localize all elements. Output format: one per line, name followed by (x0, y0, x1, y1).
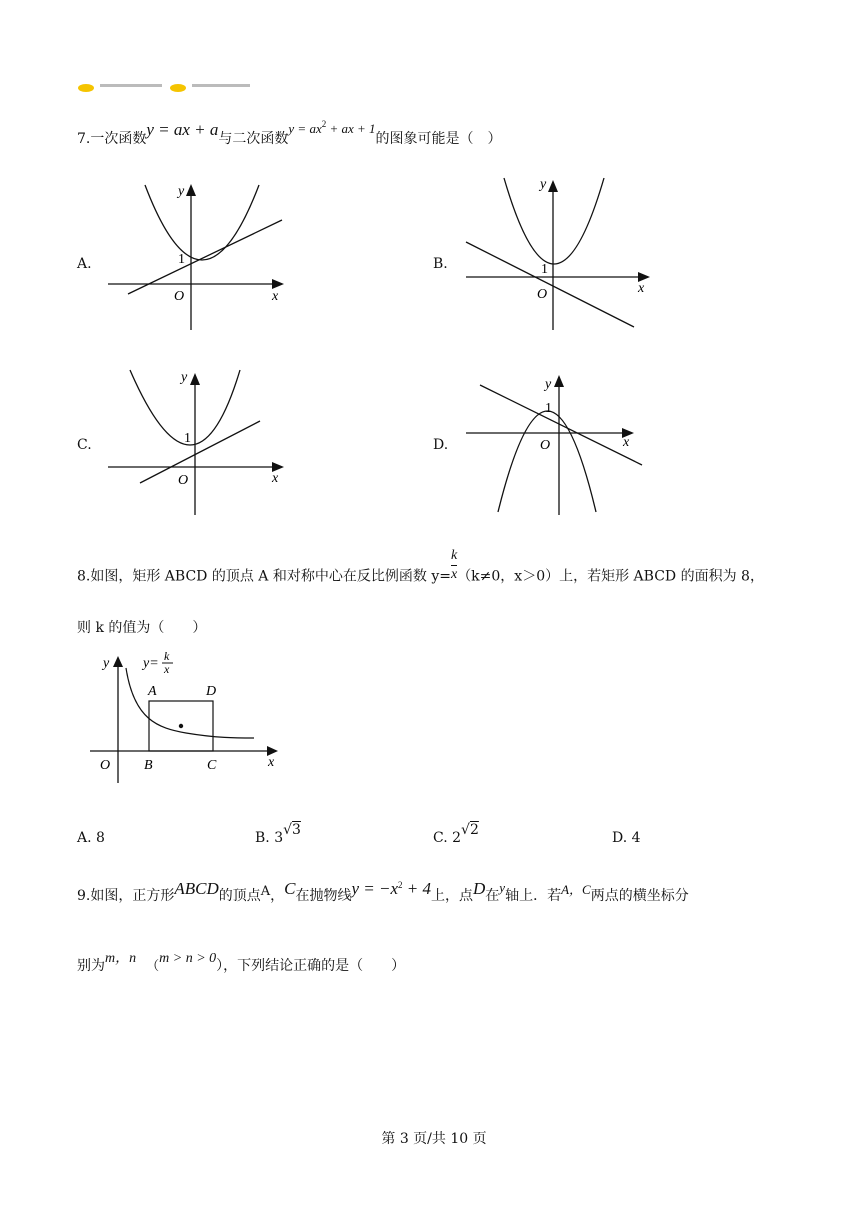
logo-dot-icon (76, 82, 96, 92)
origin-label: O (174, 289, 185, 304)
question-number: 8. (77, 568, 91, 585)
svg-text:O: O (540, 438, 551, 453)
svg-text:O: O (100, 758, 111, 773)
choice-a: A. 8 (77, 830, 105, 846)
svg-text:y: y (103, 656, 110, 671)
line (140, 421, 260, 483)
question-7-stem: 7.一次函数y = ax + a与二次函数$y = ax^2$ + ax + 1的图象可能是（ ） (77, 119, 502, 147)
sqrt-icon: √3 (283, 822, 301, 838)
question-8-line2: 则 k 的值为（ ） (77, 620, 207, 636)
option-b-label: B. (433, 256, 448, 272)
y-label: y (178, 184, 185, 199)
option-d-label: D. (433, 437, 449, 453)
option-c-label: C. (77, 437, 92, 453)
svg-text:D: D (206, 684, 217, 699)
svg-text:y: y (545, 377, 552, 392)
y-arrow-icon (548, 180, 558, 192)
svg-text:1: 1 (541, 262, 548, 277)
y-arrow-icon (113, 656, 123, 667)
svg-text:x: x (164, 662, 170, 676)
svg-text:B: B (144, 758, 153, 773)
option-d-graph (460, 370, 660, 520)
header-logo-text-2 (192, 84, 250, 87)
option-c-graph (100, 365, 300, 525)
logo-dot-icon (168, 82, 188, 92)
header-logo-1 (76, 80, 96, 90)
svg-text:1: 1 (184, 431, 191, 446)
linear-function: y = ax + a (146, 120, 219, 139)
header-logo-2 (168, 80, 188, 90)
svg-text:y: y (540, 177, 547, 192)
x-label: x (272, 289, 279, 304)
hyperbola (126, 668, 254, 738)
svg-text:1: 1 (545, 401, 552, 416)
one-label: 1 (178, 252, 185, 267)
svg-text:x: x (623, 435, 630, 450)
question-8-stem: 8.如图，矩形 ABCD 的顶点 A 和对称中心在反比例函数 y= $\frac{k}{x}$ （k≠0，x＞0）上，若矩形 ABCD 的面积为 8， (77, 548, 764, 585)
question-9-stem: 9.如图，正方形ABCD的顶点A，C在抛物线$y = -x^2 + 4$上，点D在y轴上．若A，C两点的横坐标分 (77, 879, 689, 904)
choice-c: C. 2√2 (433, 822, 479, 846)
svg-text:x: x (268, 755, 275, 770)
quadratic-function: $y = ax^2$ + ax + 1 (288, 119, 376, 136)
question-9-line2: 别为m，n（m > n > 0），下列结论正确的是（ ） (77, 951, 406, 974)
parabola (498, 411, 596, 512)
svg-text:O: O (537, 287, 548, 302)
sqrt-icon: √2 (461, 822, 479, 838)
svg-text:k: k (164, 649, 170, 663)
question-8-figure (86, 648, 296, 788)
y-arrow-icon (190, 373, 200, 385)
svg-text:y: y (181, 370, 188, 385)
svg-text:C: C (207, 758, 217, 773)
y-arrow-icon (554, 375, 564, 387)
k-over-x: $\frac{k}{x}$ (450, 548, 458, 582)
line (480, 385, 642, 465)
svg-text:A: A (148, 684, 157, 699)
choice-b: B. 3√3 (255, 822, 301, 846)
line (466, 242, 634, 327)
line (128, 220, 282, 294)
y-arrow-icon (186, 184, 196, 196)
option-a-label: A. (77, 256, 92, 272)
parabola-equation: $y = -x^2 + 4$ (351, 879, 432, 898)
option-b-graph (460, 170, 660, 340)
svg-text:x: x (638, 281, 645, 296)
parabola (145, 185, 259, 260)
question-number: 9. (77, 888, 91, 904)
header-logo-text-1 (100, 84, 162, 87)
svg-text:O: O (178, 473, 189, 488)
center-point (179, 724, 183, 728)
choice-d: D. 4 (612, 830, 641, 846)
page-footer: 第 3 页/共 10 页 (381, 1131, 487, 1147)
svg-text:x: x (272, 471, 279, 486)
option-a-graph (100, 170, 300, 340)
x-arrow-icon (272, 279, 284, 289)
svg-text:y=: y= (143, 656, 159, 671)
question-number: 7. (77, 131, 91, 147)
